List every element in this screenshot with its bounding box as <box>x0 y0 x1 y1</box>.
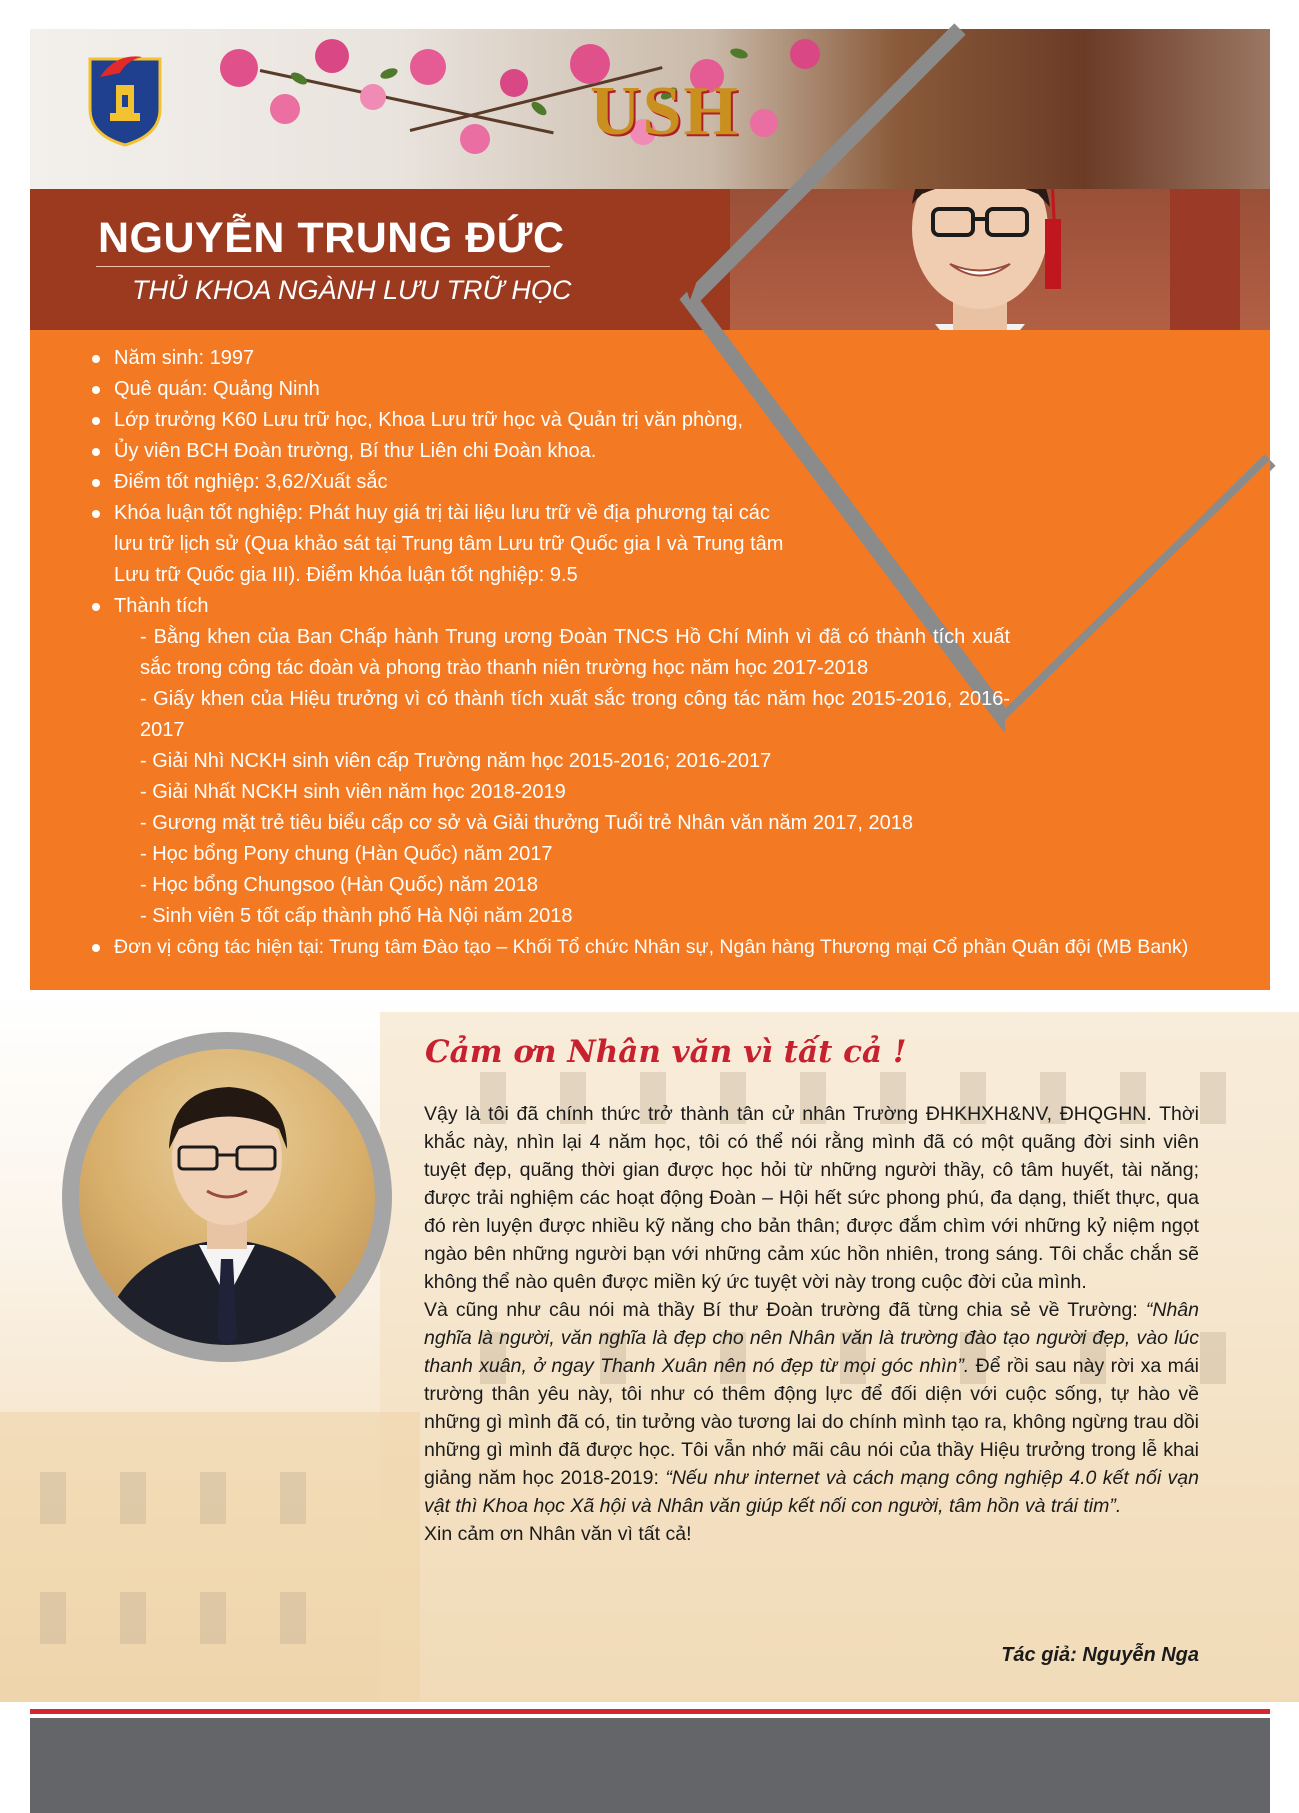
story-body <box>424 1100 1199 1548</box>
story-text: Để rồi sau này rời xa mái trường thân yêu này, tôi như có thêm động lực để đối diện với cuộc sống, tự hào về những gì mình đã có, tin tưởng vào tương lai do chính mình tạo ra, không ngừng trau dồi những gì mình đã được học. Tôi vẫn nhớ mãi câu nói của thầy Hiệu trưởng trong lễ khai giảng năm học 2018-2019: <box>424 1355 1200 1489</box>
name-divider <box>96 266 550 267</box>
story-quote: “Nhân nghĩa là người, văn nghĩa là đẹp cho nên Nhân văn là trường đào tạo người đẹp, vào lúc thanh xuân, ở ngay Thanh Xuân nên nó đẹp từ mọi góc nhìn”. <box>424 1299 1199 1377</box>
info-item-workplace: Đơn vị công tác hiện tại: Trung tâm Đào tạo – Khối Tổ chức Nhân sự, Ngân hàng Thương mại Cổ phần Quân đội (MB Bank) <box>92 932 1262 963</box>
achievement-item: - Học bổng Pony chung (Hàn Quốc) năm 2017 <box>140 843 553 865</box>
achievement-item: - Sinh viên 5 tốt cấp thành phố Hà Nội năm 2018 <box>140 905 573 927</box>
achievement-item: - Gương mặt trẻ tiêu biểu cấp cơ sở và Giải thưởng Tuổi trẻ Nhân văn năm 2017, 2018 <box>140 812 913 834</box>
info-item-thesis: Khóa luận tốt nghiệp: Phát huy giá trị tài liệu lưu trữ về địa phương tại các lưu trữ lịch sử (Qua khảo sát tại Trung tâm Lưu trữ Quốc gia I và Trung tâm Lưu trữ Quốc gia III). Điểm khóa luận tốt nghiệp: 9.5 <box>92 498 804 591</box>
story-quote: “Nếu như internet và cách mạng công nghiệp 4.0 kết nối vạn vật thì Khoa học Xã hội và Nhân văn giúp kết nối con người, tâm hồn và trái tim”. <box>424 1467 1199 1517</box>
story-title: Cảm ơn Nhân văn vì tất cả ! <box>425 1034 907 1070</box>
achievement-item: - Giấy khen của Hiệu trưởng vì có thành tích xuất sắc trong công tác năm học 2015-2016, 2016-2017 <box>140 688 1010 741</box>
student-title: THỦ KHOA NGÀNH LƯU TRỮ HỌC <box>132 275 572 305</box>
story-paragraph <box>424 1296 1199 1520</box>
achievement-item: - Bằng khen của Ban Chấp hành Trung ương Đoàn TNCS Hồ Chí Minh vì đã có thành tích xuất sắc trong công tác đoàn và phong trào thanh niên trường học năm học 2017-2018 <box>140 626 1010 679</box>
story-paragraph: Vậy là tôi đã chính thức trở thành tân cử nhân Trường ĐHKHXH&NV, ĐHQGHN. Thời khắc này, nhìn lại 4 năm học, tôi có thể nói rằng mình đã có một quãng đời sinh viên tuyệt đẹp, quãng thời gian được học hỏi từ những người thầy, cô tâm huyết, tài năng; được trải nghiệm các hoạt động Đoàn – Hội hết sức phong phú, đa dạng, thiết thực, qua đó rèn luyện được nhiều kỹ năng cho bản thân; được đắm chìm với những kỷ niệm ngọt ngào bên những người bạn với những cảm xúc hồn nhiên, trong sáng. Tôi chắc chắn sẽ không thể nào quên được miền ký ức tuyệt vời này trong cuộc đời của mình. <box>424 1103 1199 1293</box>
author-credit: Tác giả: Nguyễn Nga <box>1001 1644 1199 1666</box>
info-item-gpa: Điểm tốt nghiệp: 3,62/Xuất sắc <box>92 467 1262 498</box>
info-item-birth-year: Năm sinh: 1997 <box>92 343 1262 374</box>
info-item-union: Ủy viên BCH Đoàn trường, Bí thư Liên chi Đoàn khoa. <box>92 436 1262 467</box>
info-item-hometown: Quê quán: Quảng Ninh <box>92 374 1262 405</box>
info-list <box>92 343 1262 963</box>
ush-logo-text: USH <box>590 73 740 150</box>
footer-red-line <box>30 1709 1270 1714</box>
story-paragraph: Xin cảm ơn Nhân văn vì tất cả! <box>424 1523 692 1545</box>
info-item-class-monitor: Lớp trưởng K60 Lưu trữ học, Khoa Lưu trữ học và Quản trị văn phòng, <box>92 405 1262 436</box>
achievement-item: - Giải Nhì NCKH sinh viên cấp Trường năm học 2015-2016; 2016-2017 <box>140 750 772 772</box>
info-item-achievements: Thành tích <box>92 591 1262 622</box>
footer-bar <box>30 1718 1270 1813</box>
portrait-photo <box>79 1049 375 1345</box>
achievement-item: - Học bổng Chungsoo (Hàn Quốc) năm 2018 <box>140 874 539 896</box>
student-name: NGUYỄN TRUNG ĐỨC <box>98 214 565 262</box>
achievement-item: - Giải Nhất NCKH sinh viên năm học 2018-2019 <box>140 781 566 803</box>
story-text: Và cũng như câu nói mà thầy Bí thư Đoàn trường đã từng chia sẻ về Trường: <box>424 1299 1146 1321</box>
